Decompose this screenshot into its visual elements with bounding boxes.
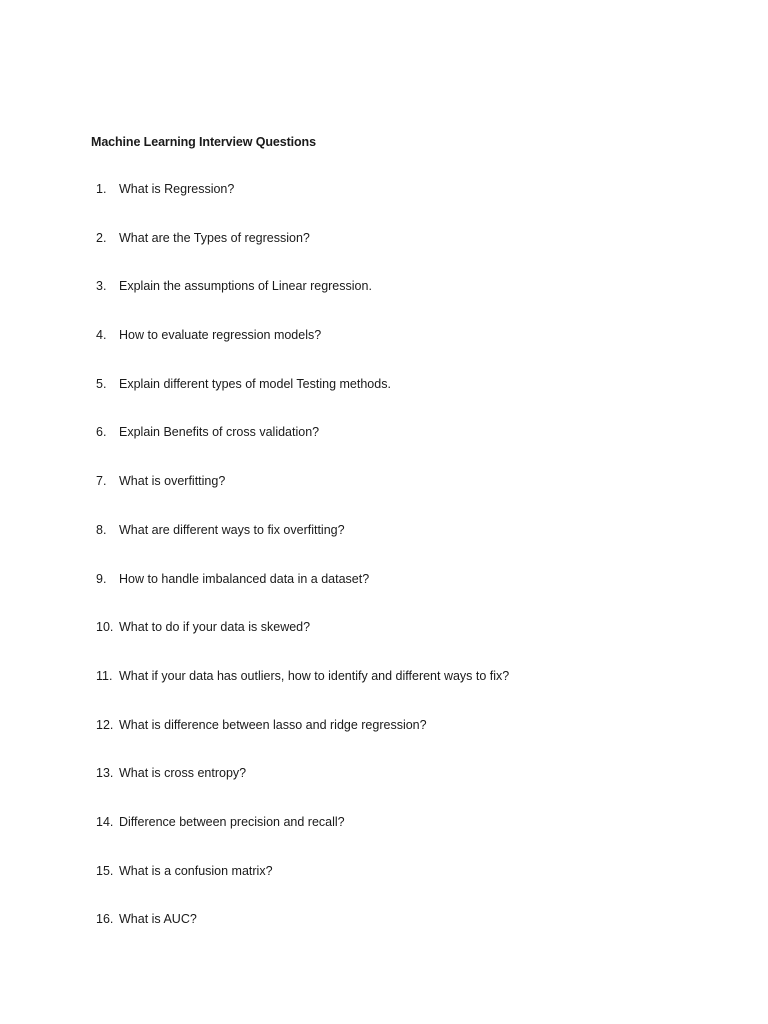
question-number: 8. [96,522,107,537]
question-number: 2. [96,230,107,245]
question-text: Explain Benefits of cross validation? [119,425,320,440]
question-item [0,668,768,717]
question-text: What is AUC? [119,912,197,927]
question-text: What are different ways to fix overfitting? [119,522,345,537]
question-item [0,619,768,668]
question-number: 5. [96,376,107,391]
question-text: What are the Types of regression? [119,230,310,245]
question-item [0,765,768,814]
question-item [0,814,768,863]
question-item [0,473,768,522]
question-number: 12. [96,717,114,732]
question-text: How to evaluate regression models? [119,328,322,343]
question-number: 7. [96,474,107,489]
question-text: What is difference between lasso and ridge regression? [119,717,427,732]
question-text: What if your data has outliers, how to identify and different ways to fix? [119,668,510,683]
question-text: What to do if your data is skewed? [119,620,311,635]
question-text: Explain different types of model Testing methods. [119,376,391,391]
question-item [0,571,768,620]
document-title: Machine Learning Interview Questions [91,135,316,149]
question-number: 1. [96,182,107,196]
question-text: Difference between precision and recall? [119,814,345,829]
question-number: 14. [96,814,114,829]
question-list [0,181,768,960]
question-item [0,376,768,425]
question-text: What is cross entropy? [119,766,247,781]
question-text: What is overfitting? [119,474,226,489]
question-item [0,424,768,473]
question-text: Explain the assumptions of Linear regression. [119,279,372,294]
question-item [0,911,768,960]
question-item [0,522,768,571]
question-number: 16. [96,912,114,927]
question-number: 6. [96,425,107,440]
question-text: How to handle imbalanced data in a dataset? [119,571,370,586]
question-item [0,230,768,279]
question-item [0,278,768,327]
question-number: 9. [96,571,107,586]
question-number: 10. [96,620,114,635]
question-number: 15. [96,863,114,878]
question-number: 4. [96,328,107,343]
question-item [0,181,768,230]
question-text: What is Regression? [119,182,235,196]
question-number: 3. [96,279,107,294]
question-item [0,327,768,376]
question-item [0,717,768,766]
question-number: 13. [96,766,114,781]
question-text: What is a confusion matrix? [119,863,273,878]
question-item [0,863,768,912]
question-number: 11. [96,668,113,683]
